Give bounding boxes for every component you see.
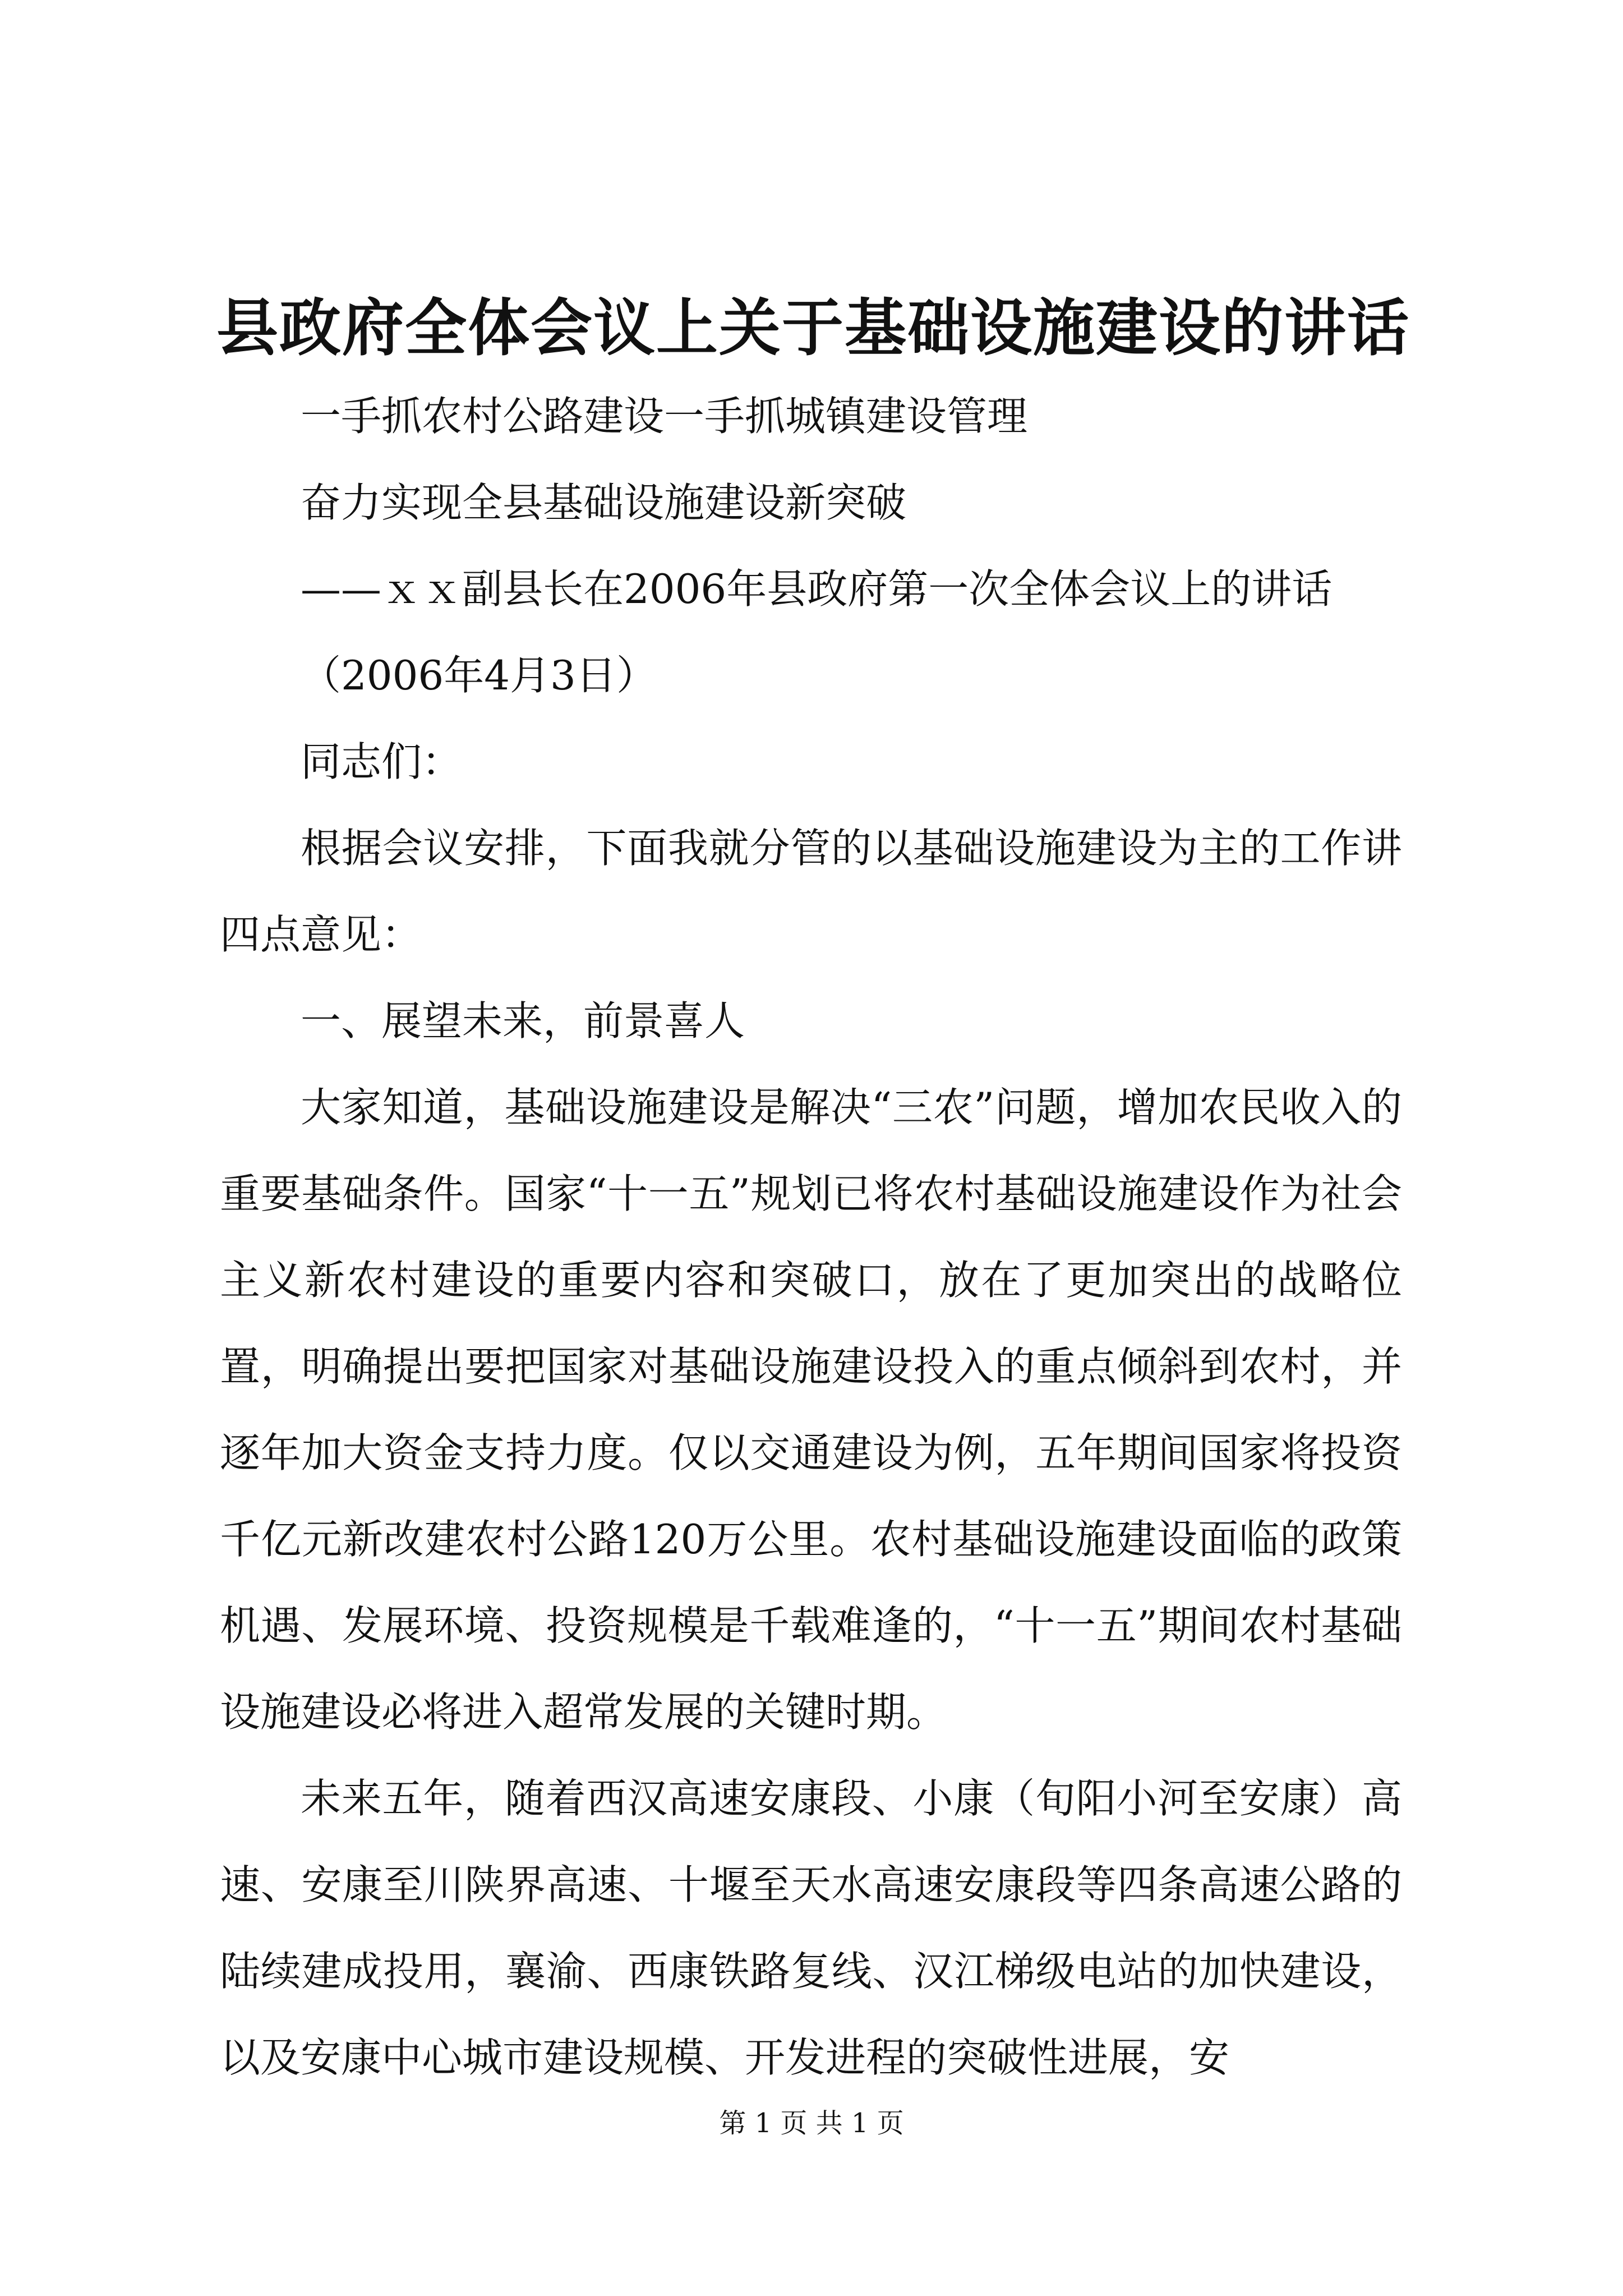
- speaker-line: ——ｘｘ副县长在2006年县政府第一次全体会议上的讲话: [301, 565, 1332, 613]
- document-body: [220, 373, 1402, 2101]
- page-footer: 第 1 页 共 1 页: [719, 2108, 904, 2139]
- section-heading-1: 一、展望未来，前景喜人: [301, 997, 745, 1045]
- paragraph-body-2: 未来五年，随着西汉高速安康段、小康（旬阳小河至安康）高速、安康至川陕界高速、十堰至天水高速安康段等四条高速公路的陆续建成投用，襄渝、西康铁路复线、汉江梯级电站的加快建设，以及安康中心城市建设规模、开发进程的突破性进展，安: [220, 1775, 1402, 2081]
- subtitle-line-2: 奋力实现全县基础设施建设新突破: [301, 479, 907, 526]
- paragraph-intro: 根据会议安排，下面我就分管的以基础设施建设为主的工作讲四点意见：: [220, 825, 1402, 958]
- document-title: 县政府全体会议上关于基础设施建设的讲话: [216, 292, 1410, 364]
- subtitle-line-1: 一手抓农村公路建设一手抓城镇建设管理: [301, 393, 1028, 440]
- salutation: 同志们：: [301, 738, 463, 785]
- paragraph-body-1: 大家知道，基础设施建设是解决“三农”问题，增加农民收入的重要基础条件。国家“十一五”规划已将农村基础设施建设作为社会主义新农村建设的重要内容和突破口，放在了更加突出的战略位置，明确提出要把国家对基础设施建设投入的重点倾斜到农村，并逐年加大资金支持力度。仅以交通建设为例，五年期间国家将投资千亿元新改建农村公路120万公里。农村基础设施建设面临的政策机遇、发展环境、投资规模是千载难逢的，“十一五”期间农村基础设施建设必将进入超常发展的关键时期。: [220, 1084, 1402, 1736]
- date-line: （2006年4月3日）: [301, 652, 657, 699]
